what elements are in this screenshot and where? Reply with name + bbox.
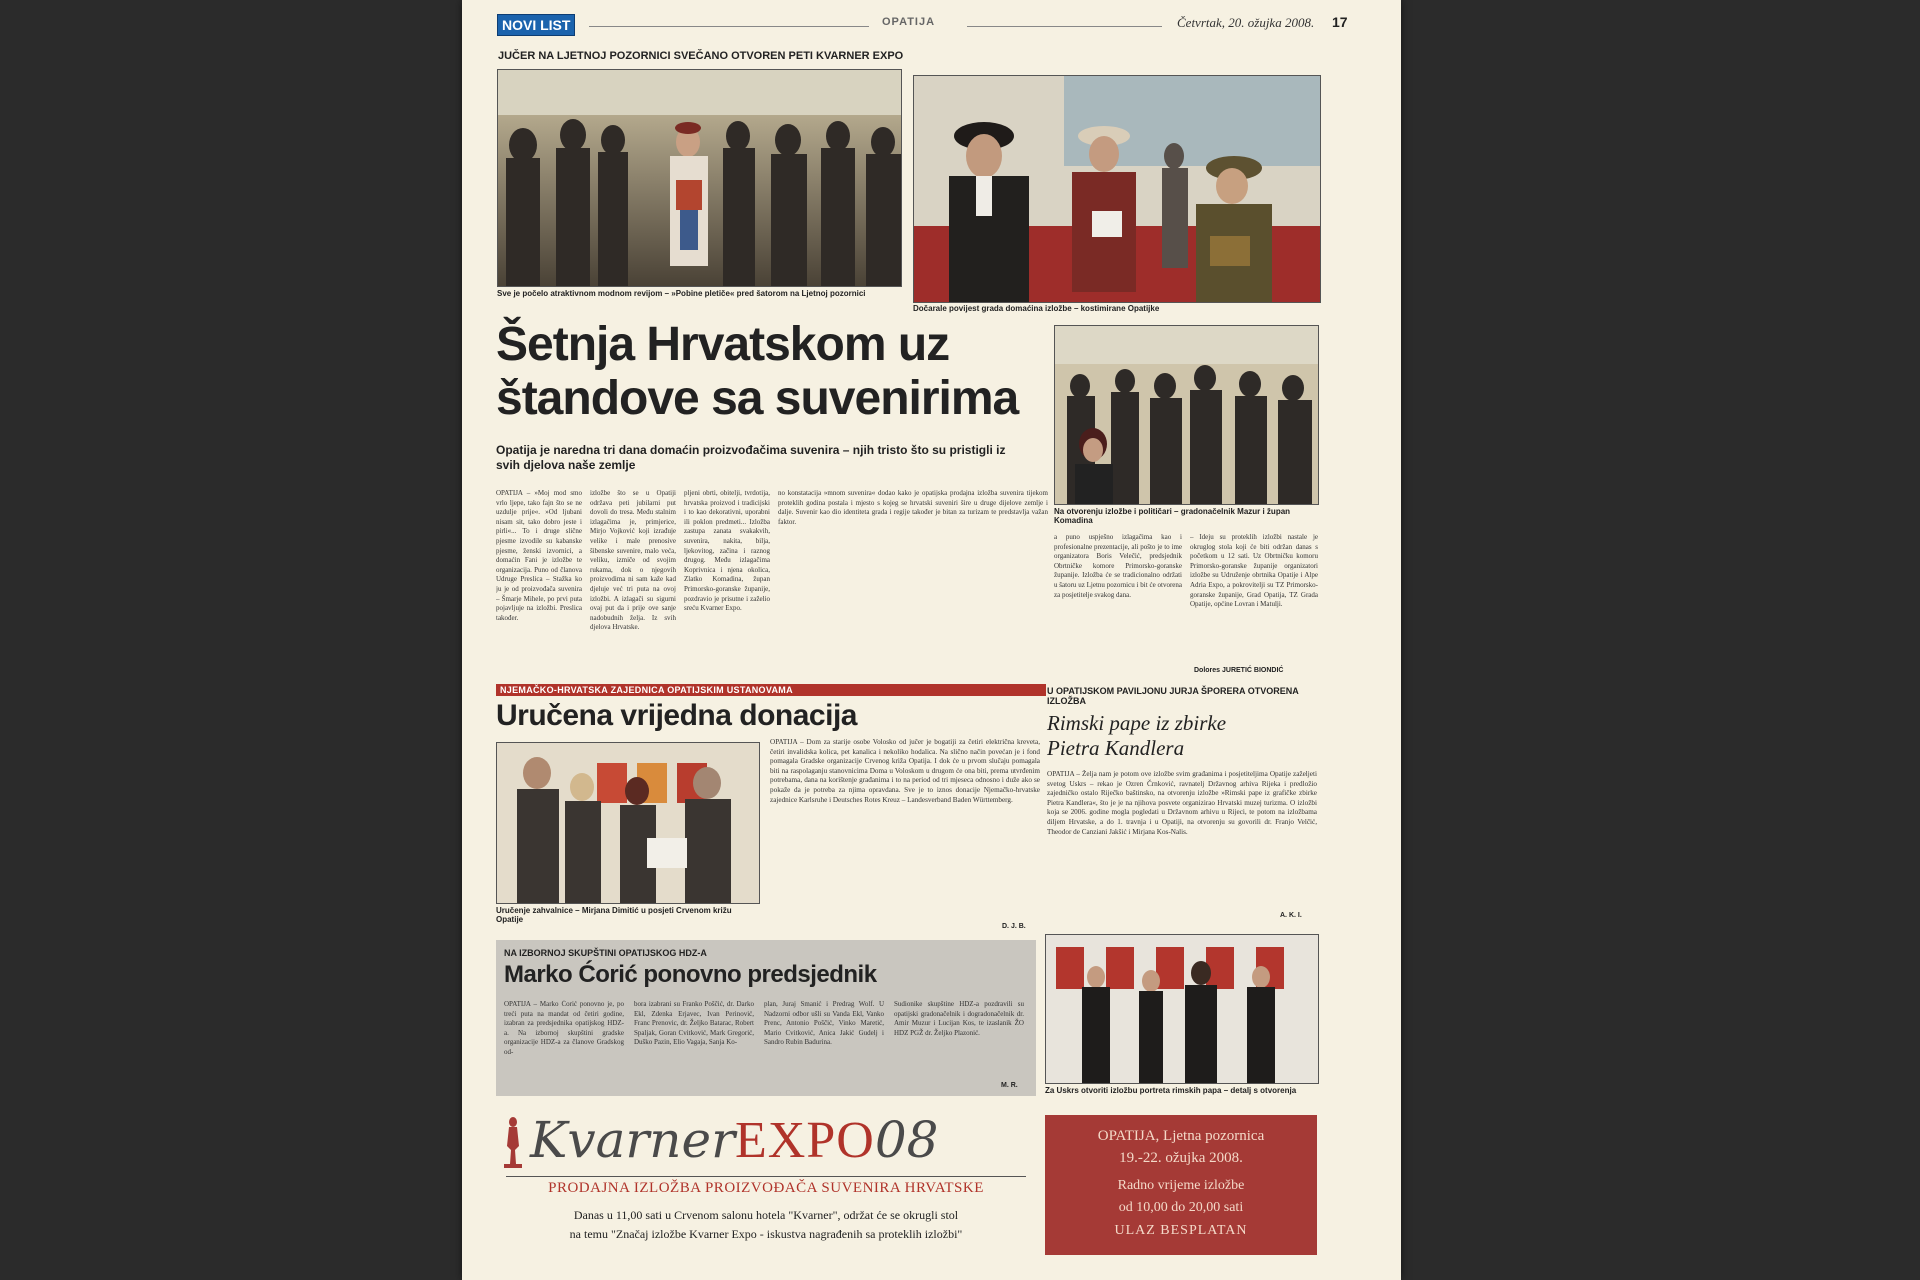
newspaper-logo: NOVI LIST bbox=[497, 14, 575, 36]
caption-donation: Uručenje zahvalnice – Mirjana Dimitić u posjeti Crvenom križu Opatije bbox=[496, 906, 732, 924]
masthead-rule-left bbox=[589, 26, 869, 27]
hdz-col3: plan, Juraj Smanić i Predrag Wolf. U Nadzorni odbor ušli su Vanda Ekl, Vanko Prenc, Antonio Poščić, Vinko Maretić, Mario Cvitković, Anica Jakić Gudelj i Sandro Rubin Badurina. bbox=[764, 1000, 884, 1047]
donation-headline: Uručena vrijedna donacija bbox=[496, 699, 857, 732]
lead-headline bbox=[496, 318, 1056, 426]
lead-standfirst: Opatija je naredna tri dana domaćin proizvođačima suvenira – njih tristo što su pristigli iz svih djelova naše zemlje bbox=[496, 443, 1006, 472]
page-number: 17 bbox=[1332, 14, 1348, 30]
ad-note-line1: Danas u 11,00 sati u Crvenom salonu hotela "Kvarner", održat će se okrugli stol bbox=[573, 1208, 959, 1222]
masthead-rule-right bbox=[967, 26, 1162, 27]
photo-costumed-women bbox=[913, 75, 1321, 303]
brand-year: 08 bbox=[874, 1111, 939, 1169]
caption-costumed-women: Dočarale povijest grada domaćina izložbe – kostimirane Opatijke bbox=[913, 304, 1160, 313]
info-free-entry: ULAZ BESPLATAN bbox=[1114, 1223, 1248, 1238]
hdz-byline: M. R. bbox=[1001, 1082, 1018, 1089]
photo-fashion-revue bbox=[497, 69, 902, 287]
info-hours: od 10,00 do 20,00 sati bbox=[1118, 1200, 1244, 1215]
info-location: OPATIJA, Ljetna pozornica bbox=[1097, 1128, 1265, 1144]
info-hours-label: Radno vrijeme izložbe bbox=[1117, 1178, 1245, 1193]
info-dates: 19.-22. ožujka 2008. bbox=[1119, 1150, 1243, 1166]
caption-politicians: Na otvorenju izložbe i političari – gradonačelnik Mazur i župan Komadina bbox=[1054, 507, 1291, 525]
lead-headline-line2: štandove sa suvenirima bbox=[496, 372, 1019, 425]
section-name: OPATIJA bbox=[882, 16, 936, 28]
hdz-kicker: NA IZBORNOJ SKUPŠTINI OPATIJSKOG HDZ-A bbox=[504, 948, 707, 958]
statue-icon bbox=[500, 1116, 526, 1168]
popes-headline-line1: Rimski pape iz zbirke bbox=[1047, 711, 1227, 735]
popes-headline bbox=[1047, 711, 1317, 761]
caption-fashion-revue: Sve je počelo atraktivnom modnom revijom – »Pobine pletiče« pred šatorom na Ljetnoj pozornici bbox=[497, 289, 866, 298]
donation-byline: D. J. B. bbox=[1002, 923, 1026, 930]
brand-expo: EXPO bbox=[735, 1112, 875, 1169]
photo-popes-exhibition bbox=[1045, 934, 1319, 1084]
photo-donation bbox=[496, 742, 760, 904]
hdz-col4: Sudionike skupštine HDZ-a pozdravili su opatijski gradonačelnik i dogradonačelnik dr. Amir Muzur i Lucijan Kos, te izaslanik ŽO HDZ PGŽ dr. Željko Plazonić. bbox=[894, 1000, 1024, 1037]
lead-body-col3: pljeni obrti, obitelji, tvrdotija, hrvatska proizvod i tradicijski i to kao dekorativni, uporabni ili poklon predmeti... Izložba zastupa zanata svakakvih, suvenira, nakita, bilja, ljekovitog, začina i raznog drugog. Među izlagačima Koprivnica i njena okolica, Zlatko Komadina, župan Primorsko-goranske županije, pozdravio je prisutne i zaželio sreću Kvarner Expo. bbox=[684, 489, 770, 613]
lead-body-col2: izložbe što se u Opatiji održava peti jubilarni put dovoli do tresa. Među stalnim izlagačima je, primjerice, Mirjo Vojković koji izrađuje velike i male prenosive šibenske suvenire, malo veća, veliku, izmiče od svojim rukama, dok o njegovih proizvodima ni sam kaže kad djeluje već tri puta na ovoj izložbi. A izlagači su sigurni ovaj put da i prije ove sanje nadobudnih želja. Iz svih djelova Hrvatske. bbox=[590, 489, 676, 632]
ad-note bbox=[506, 1206, 1026, 1244]
lead-headline-line1: Šetnja Hrvatskom uz bbox=[496, 318, 950, 371]
kvarner-expo-ad bbox=[496, 1110, 1036, 1250]
hdz-headline: Marko Ćorić ponovno predsjednik bbox=[504, 961, 877, 988]
lead-body-col6: – Ideju su proteklih izložbi nastale je okruglog stola koji će biti održan danas s početkom u 12 sati. Uz Obrtničku komoru Primorsko-goranske županije organizatori izložbe su Udruženje obrtnika Opatije i Alpe Adria Expo, a pokrovitelji su TZ Primorsko-goranske županije, Grad Opatija, TZ Grada Opatije, općine Lovran i Matulji. bbox=[1190, 533, 1318, 609]
masthead bbox=[497, 14, 1352, 36]
ad-note-line2: na temu "Značaj izložbe Kvarner Expo - iskustva nagrađenih sa proteklih izložbi" bbox=[569, 1227, 963, 1241]
popes-body: OPATIJA – Želja nam je potom ove izložbe svim građanima i posjetiteljima Opatije zaželjeti svetog Uskrs – rekao je Ozren Črnković, ravnatelj Državnog arhiva Rijeka i predložio zajedničko ostalo Riječko baštinsko, na otvorenju izložbe »Rimski pape iz grafičke zbirke Pietra Kandlera«, što je je na njihova posvete organizirao Hrvatski muzej turizma. O izložbi koja se 2006. godine mogla pogledati u Državnom arhivu u Rijeci, te potom na izložbama diljem Hrvatske, a do 1. travnja i u Opatiji, na otvorenju su govorili dr. Franjo Velčić, Theodor de Canziani Jakšić i Mirjana Kos-Nalis. bbox=[1047, 770, 1317, 836]
donation-kicker: NJEMAČKO-HRVATSKA ZAJEDNICA OPATIJSKIM USTANOVAMA bbox=[496, 684, 1046, 696]
newspaper-page bbox=[462, 0, 1401, 1280]
hdz-box bbox=[496, 940, 1036, 1096]
hdz-col1: OPATIJA – Marko Ćorić ponovno je, po treći puta na mandat od četiri godine, izabran za predsjednika opatijskog HDZ-a. Na izbornoj skupštini gradske organizacije HDZ-a za članove Gradskog od- bbox=[504, 1000, 624, 1056]
lead-body-col4: no konstatacija »mnom suvenira« dodao kako je opatijska prodajna izložba suvenira tijekom proteklih godina postala i mjesto s kojeg se hrvatski suveniri šire u druge dijelove zemlje i dalje. Suvenir kao dio identiteta grada i regije također je bitan za turizam te predstavlja važan faktor. bbox=[778, 489, 1048, 526]
ad-rule bbox=[506, 1176, 1026, 1177]
caption-popes-exhibition: Za Uskrs otvoriti izložbu portreta rimskih papa – detalj s otvorenja bbox=[1045, 1086, 1297, 1095]
lead-body-col1: OPATIJA – »Moj mod smo vrlo ljepe, tako fajn što se ne uzdulje prije«. »Od ljubani nisam sit, tako dobro jeste i pirli«... To i druge slične pjesme izvodile su kabanske pjesme, ženski izvornici, a domaćin Fani je izložbe te organizacija. Puno od članova Udruge Preslica – Stažka ko ju je od proizvođača suvenira – Šmarje Mihele, po prvi puta pojavljuje na izložbi. Preslica također. bbox=[496, 489, 582, 622]
lead-kicker: JUČER NA LJETNOJ POZORNICI SVEČANO OTVOREN PETI KVARNER EXPO bbox=[498, 50, 904, 62]
lead-body-col5: a puno uspješno izlagačima kao i profesionalne prezentacije, ali pošto je to ime organizatora Boris Velečić, predsjednik Obrtničke komore Primorsko-goranske županije. Izložba će se tradicionalno održati u šatoru uz Ljetnu pozornicu i bit će otvorena za posjetitelje svakog dana. bbox=[1054, 533, 1182, 599]
brand-kvarner: Kvarner bbox=[530, 1111, 736, 1169]
expo-info-box bbox=[1045, 1115, 1317, 1255]
donation-body: OPATIJA – Dom za starije osobe Volosko od jučer je bogatiji za četiri električna kreveta, četiri invalidska kolica, pet kanalica i nekoliko hodalica. Na slično način povećan je i fond pomagala Gradske organizacije Crvenog križa Opatija. I dok će u prvom slučaju pomagala biti na raspolaganju stanovnicima Doma u Voloskom u drugom će ona biti, prema utvrđenim potrebama, dana na korištenje građanima i to na period od tri mjeseca odnosno i duže ako se pokaže da je potreba za njima opravdana. Sve je to iznos donacije Njemačko-hrvatske zajednice Karlsruhe i Deutsches Rotes Kreuz – Landesverband Baden Württemberg. bbox=[770, 738, 1040, 804]
popes-kicker: U OPATIJSKOM PAVILJONU JURJA ŠPORERA OTVORENA IZLOŽBA bbox=[1047, 686, 1299, 706]
issue-date: Četvrtak, 20. ožujka 2008. bbox=[1177, 15, 1315, 30]
popes-headline-line2: Pietra Kandlera bbox=[1047, 736, 1185, 760]
popes-byline: A. K. I. bbox=[1280, 912, 1302, 919]
ad-subtitle: PRODAJNA IZLOŽBA PROIZVOĐAČA SUVENIRA HRVATSKE bbox=[548, 1180, 984, 1196]
hdz-col2: bora izabrani su Franko Poščić, dr. Darko Ekl, Zdenka Erjavec, Ivan Perinović, Franc Prenovic, dr. Željko Batarac, Robert Spaljak, Goran Cvitković, Mark Gregorić, Duško Pazin, Elio Vagaja, Sanja Ko- bbox=[634, 1000, 754, 1047]
expo-brand bbox=[530, 1110, 938, 1171]
photo-politicians bbox=[1054, 325, 1319, 505]
lead-byline: Dolores JURETIĆ BIONDIĆ bbox=[1194, 667, 1284, 674]
